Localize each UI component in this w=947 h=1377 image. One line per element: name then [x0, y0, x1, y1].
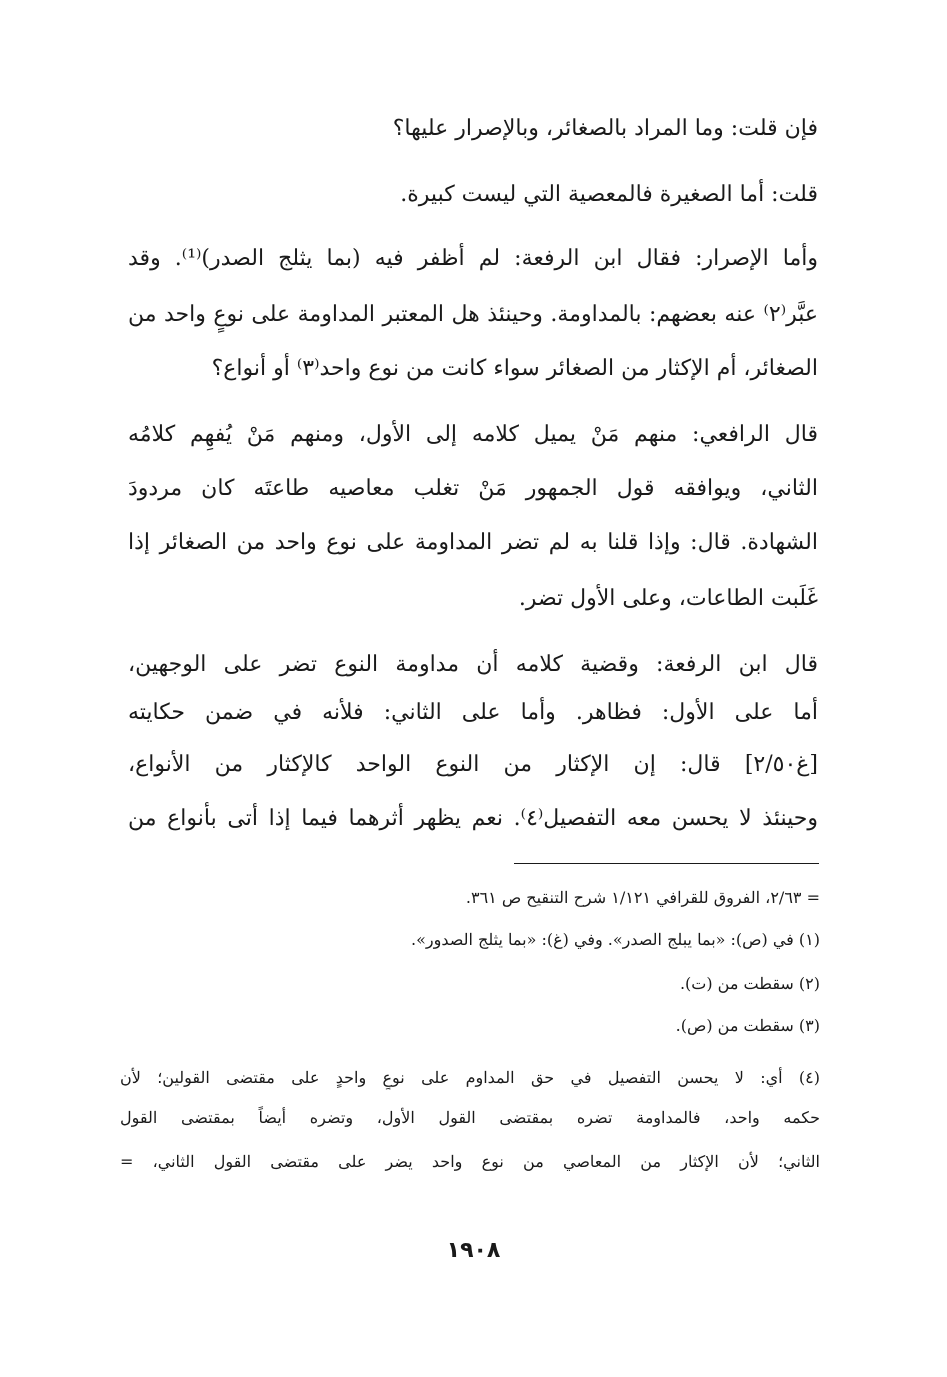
footnote-line: الثاني؛ لأن الإكثار من المعاصي من نوع واحد يضر على مقتضى القول الثاني، = [120, 1152, 820, 1171]
footnote-line: حكمه واحد، فالمداومة تضره بمقتضى القول الأول، وتضره أيضاً بمقتضى القول [120, 1108, 820, 1127]
text-line: عبَّر⁽٢⁾ عنه بعضهم: بالمداومة. وحينئذ هل المعتبر المداومة على نوعٍ واحد من [128, 302, 818, 327]
text-line: الثاني، ويوافقه قول الجمهور مَنْ تغلب معاصيه طاعتَه كان مردودَ [128, 476, 818, 501]
text-line: قلت: أما الصغيرة فالمعصية التي ليست كبيرة. [400, 182, 818, 207]
page-number: ١٩٠٨ [446, 1238, 501, 1263]
footnote-line: (٣) سقطت من (ص). [675, 1016, 820, 1035]
text-line: فإن قلت: وما المراد بالصغائر، وبالإصرار عليها؟ [392, 116, 818, 141]
main-text [128, 106, 818, 846]
footnote-line: (٢) سقطت من (ت). [679, 974, 820, 993]
text-line: الصغائر، أم الإكثار من الصغائر سواء كانت من نوع واحد⁽٣⁾ أو أنواع؟ [211, 356, 818, 381]
footnote-line: (١) في (ص): «بما يبلج الصدر». وفي (غ): «بما يثلج الصدور». [411, 930, 820, 949]
text-line: قال ابن الرفعة: وقضية كلامه أن مداومة النوع تضر على الوجهين، [128, 652, 818, 677]
footnote-line: (٤) أي: لا يحسن التفصيل في حق المداوم على نوعٍ واحدٍ على مقتضى القولين؛ لأن [120, 1068, 820, 1087]
text-line: وحينئذ لا يحسن معه التفصيل⁽٤⁾. نعم يظهر أثرهما فيما إذا أتى بأنواع من [128, 806, 818, 831]
footnote-divider [514, 863, 819, 864]
text-line: أما على الأول: فظاهر. وأما على الثاني: فلأنه في ضمن حكايته [128, 700, 818, 725]
text-line: الشهادة. قال: وإذا قلنا به لم تضر المداومة على نوع واحد من الصغائر إذا [128, 530, 818, 555]
text-line: قال الرافعي: منهم مَنْ يميل كلامه إلى الأول، ومنهم مَنْ يُفهِم كلامُه [128, 422, 818, 447]
text-line: [غ٢/٥٠] قال: إن الإكثار من النوع الواحد كالإكثار من الأنواع، [128, 752, 818, 777]
footnotes [120, 886, 820, 1186]
footnote-line: = ٢/٦٣، الفروق للقرافي ١/١٢١ شرح التنقيح ص ٣٦١. [465, 888, 820, 907]
text-line: وأما الإصرار: فقال ابن الرفعة: لم أظفر فيه (بما يثلج الصدر)⁽¹⁾. وقد [128, 246, 818, 271]
text-line: غَلَبت الطاعات، وعلى الأول تضر. [518, 586, 818, 611]
